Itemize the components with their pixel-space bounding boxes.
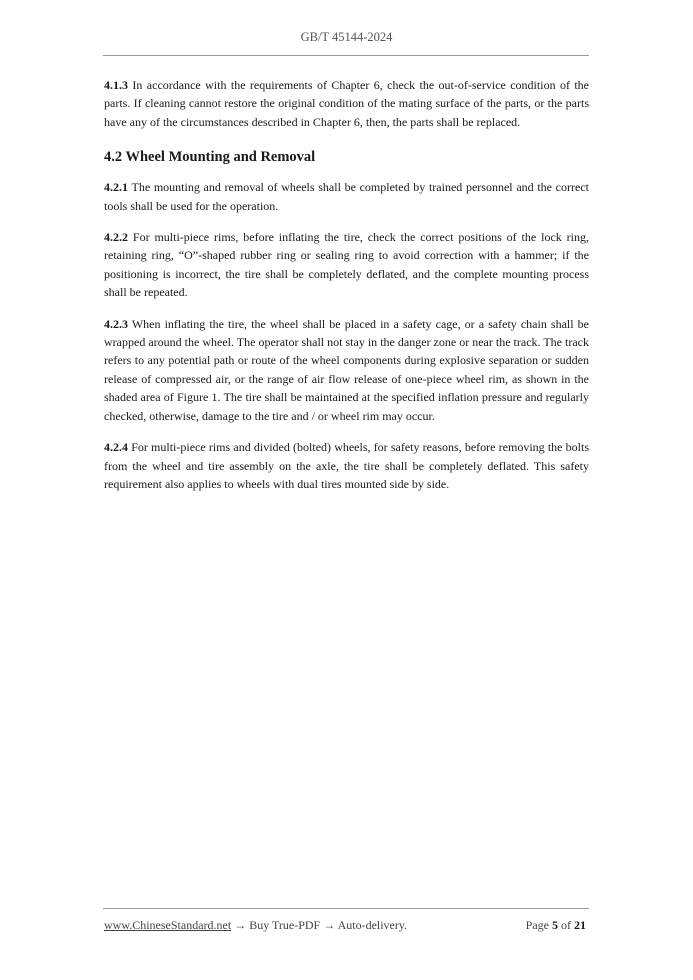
site-link[interactable]: www.ChineseStandard.net: [104, 918, 232, 932]
clause-4-2-1: [104, 178, 589, 215]
page-word: Page: [525, 918, 549, 932]
clause-text: When inflating the tire, the wheel shall be placed in a safety cage, or a safety chain shall be wrapped around the wheel. The operator shall not stay in the danger zone or near the track. The track refers to any potential path or route of the wheel components during explosive separation or sudden release of compressed air, or the range of air flow release of one-piece wheel rim, as shown in the shaded area of Figure 1. The tire shall be maintained at the specified inflation pressure and regularly checked, otherwise, damage to the tire and / or wheel rim may occur.: [104, 316, 589, 423]
page-of: of: [561, 918, 571, 932]
page-total: 21: [574, 918, 586, 932]
promo-text: → Buy True-PDF → Auto-delivery.: [234, 918, 408, 932]
clause-4-2-2: [104, 228, 589, 302]
document-body: [104, 76, 589, 506]
footer-divider: [103, 908, 589, 909]
clause-4-2-4: [104, 438, 589, 493]
clause-number: 4.1.3: [104, 78, 128, 92]
clause-number: 4.2.3: [104, 316, 128, 331]
standard-code: GB/T 45144-2024: [300, 30, 393, 44]
clause-number: 4.2.1: [104, 180, 128, 195]
header-divider: [103, 55, 589, 56]
clause-number: 4.2.2: [104, 230, 128, 245]
clause-text: The mounting and removal of wheels shall be completed by trained personnel and the correct tools shall be used for the operation.: [104, 180, 589, 213]
running-header: [0, 30, 693, 45]
page-current: 5: [552, 918, 558, 932]
clause-4-2-3: [104, 315, 589, 425]
clause-text: In accordance with the requirements of Chapter 6, check the out-of-service condition of the parts. If cleaning cannot restore the original condition of the mating surface of the parts, or the parts have any of the circumstances described in Chapter 6, then, the parts shall be replaced.: [104, 78, 590, 129]
clause-text: For multi-piece rims and divided (bolted) wheels, for safety reasons, before removing the bolts from the wheel and tire assembly on the axle, the tire shall be completely deflated. This safety requirement also applies to wheels with dual tires mounted side by side.: [104, 440, 590, 491]
clause-number: 4.2.4: [104, 440, 128, 455]
clause-text: For multi-piece rims, before inflating the tire, check the correct positions of the lock ring, retaining ring, “O”-shaped rubber ring or sealing ring to avoid correction with a hammer; if the positioning is incorrect, the tire shall be completely deflated, and the complete mounting process shall be repeated.: [104, 230, 589, 300]
section-heading-4-2: 4.2 Wheel Mounting and Removal: [104, 149, 316, 166]
page-number: [526, 918, 586, 933]
footer-promo: [104, 918, 407, 933]
clause-4-1-3: [104, 76, 589, 131]
